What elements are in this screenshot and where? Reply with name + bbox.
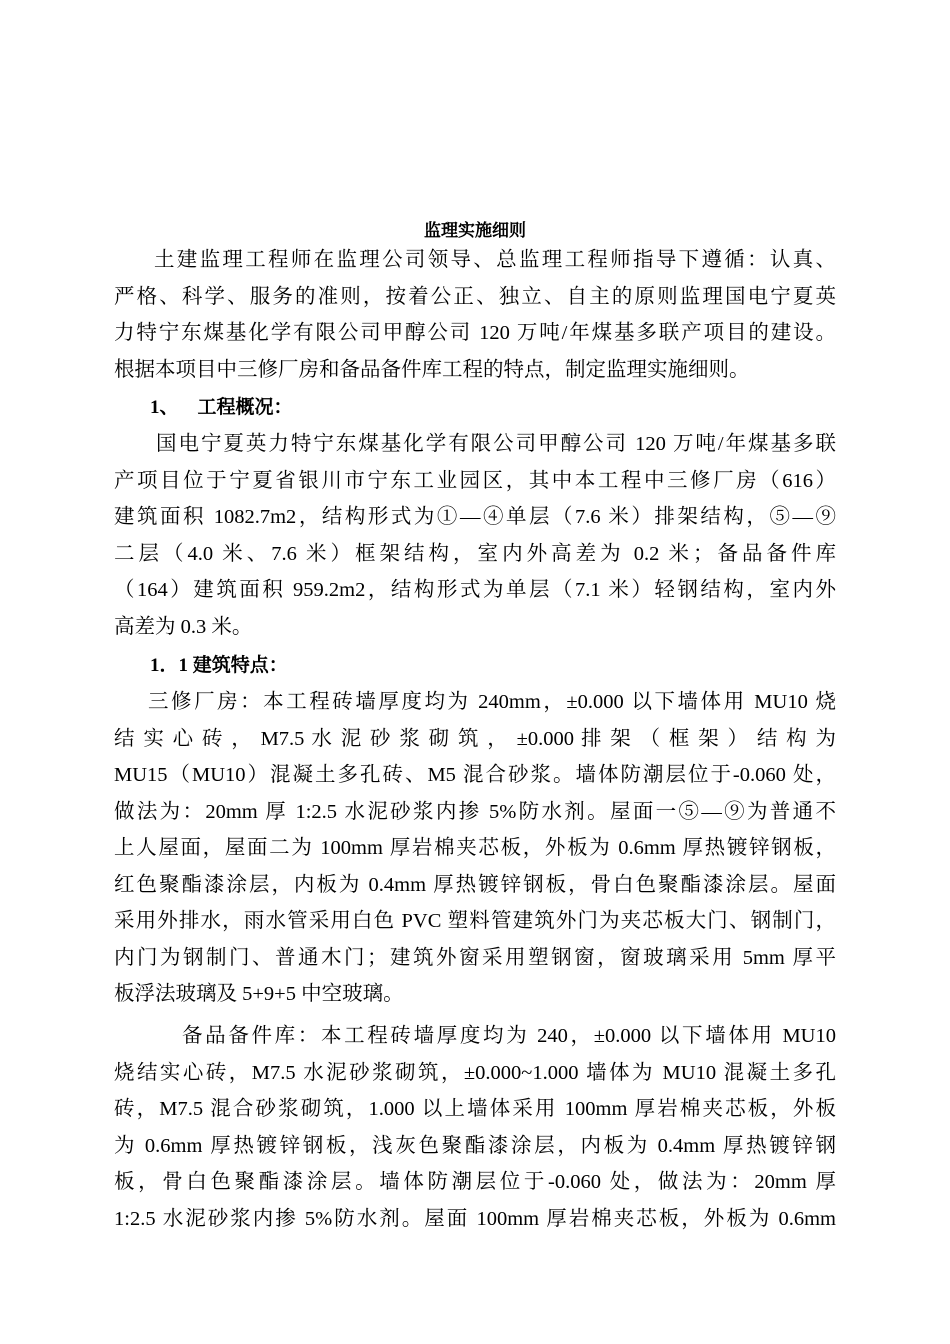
paragraph-line: 采用外排水，雨水管采用白色 PVC 塑料管建筑外门为夹芯板大门、钢制门， — [114, 910, 836, 932]
workshop-paragraph — [114, 684, 836, 1013]
paragraph-line: 建筑面积 1082.7m2，结构形式为①—④单层（7.6 米）排架结构，⑤—⑨ — [114, 506, 836, 528]
overview-paragraph — [114, 426, 836, 645]
paragraph-line: 红色聚酯漆涂层，内板为 0.4mm 厚热镀锌钢板，骨白色聚酯漆涂层。屋面 — [114, 873, 836, 896]
paragraph-line: 1:2.5 水泥砂浆内掺 5%防水剂。屋面 100mm 厚岩棉夹芯板，外板为 0.6mm — [114, 1207, 836, 1230]
paragraph-line: 根据本项目中三修厂房和备品备件库工程的特点，制定监理实施细则。 — [114, 358, 750, 381]
paragraph-line: 做法为：20mm 厚 1:2.5 水泥砂浆内掺 5%防水剂。屋面一⑤—⑨为普通不 — [114, 800, 836, 823]
paragraph-line: 砖，M7.5 混合砂浆砌筑，1.000 以上墙体采用 100mm 厚岩棉夹芯板，外板 — [114, 1098, 836, 1120]
paragraph-line: 上人屋面，屋面二为 100mm 厚岩棉夹芯板，外板为 0.6mm 厚热镀锌钢板， — [114, 837, 836, 859]
paragraph-line: 板，骨白色聚酯漆涂层。墙体防潮层位于-0.060 处，做法为：20mm 厚 — [114, 1171, 836, 1193]
paragraph-line: 结 实 心 砖 ， M7.5 水 泥 砂 浆 砌 筑 ， ±0.000 排 架 （ 框 架 ） 结 构 为 — [114, 727, 836, 750]
section-heading-features: 1．1 建筑特点： — [150, 655, 288, 676]
paragraph-line: 三修厂房：本工程砖墙厚度均为 240mm，±0.000 以下墙体用 MU10 烧 — [148, 691, 836, 713]
paragraph-line: 国电宁夏英力特宁东煤基化学有限公司甲醇公司 120 万吨/年煤基多联 — [156, 433, 836, 455]
paragraph-line: 为 0.6mm 厚热镀锌钢板，浅灰色聚酯漆涂层，内板为 0.4mm 厚热镀锌钢 — [114, 1134, 836, 1157]
intro-paragraph — [114, 242, 836, 388]
paragraph-line: 板浮法玻璃及 5+9+5 中空玻璃。 — [114, 983, 404, 1005]
paragraph-line: 内门为钢制门、普通木门；建筑外窗采用塑钢窗，窗玻璃采用 5mm 厚平 — [114, 946, 836, 969]
section-heading-overview: 1、 工程概况： — [150, 397, 293, 418]
paragraph-line: 高差为 0.3 米。 — [114, 615, 253, 638]
paragraph-line: 土建监理工程师在监理公司领导、总监理工程师指导下遵循：认真、 — [154, 249, 836, 271]
paragraph-line: 产项目位于宁夏省银川市宁东工业园区，其中本工程中三修厂房（616） — [114, 469, 836, 492]
warehouse-paragraph — [114, 1018, 836, 1237]
paragraph-line: 力特宁东煤基化学有限公司甲醇公司 120 万吨/年煤基多联产项目的建设。 — [114, 322, 836, 344]
paragraph-line: 严格、科学、服务的准则，按着公正、独立、自主的原则监理国电宁夏英 — [114, 285, 836, 308]
paragraph-line: 二层（4.0 米、7.6 米）框架结构，室内外高差为 0.2 米；备品备件库 — [114, 542, 836, 565]
paragraph-line: MU15（MU10）混凝土多孔砖、M5 混合砂浆。墙体防潮层位于-0.060 处， — [114, 764, 836, 786]
paragraph-line: 烧结实心砖，M7.5 水泥砂浆砌筑，±0.000~1.000 墙体为 MU10 混凝土多孔 — [114, 1061, 836, 1084]
paragraph-line: （164）建筑面积 959.2m2，结构形式为单层（7.1 米）轻钢结构，室内外 — [114, 579, 836, 601]
paragraph-line: 备品备件库：本工程砖墙厚度均为 240，±0.000 以下墙体用 MU10 — [182, 1025, 836, 1047]
document-title: 监理实施细则 — [424, 221, 526, 240]
